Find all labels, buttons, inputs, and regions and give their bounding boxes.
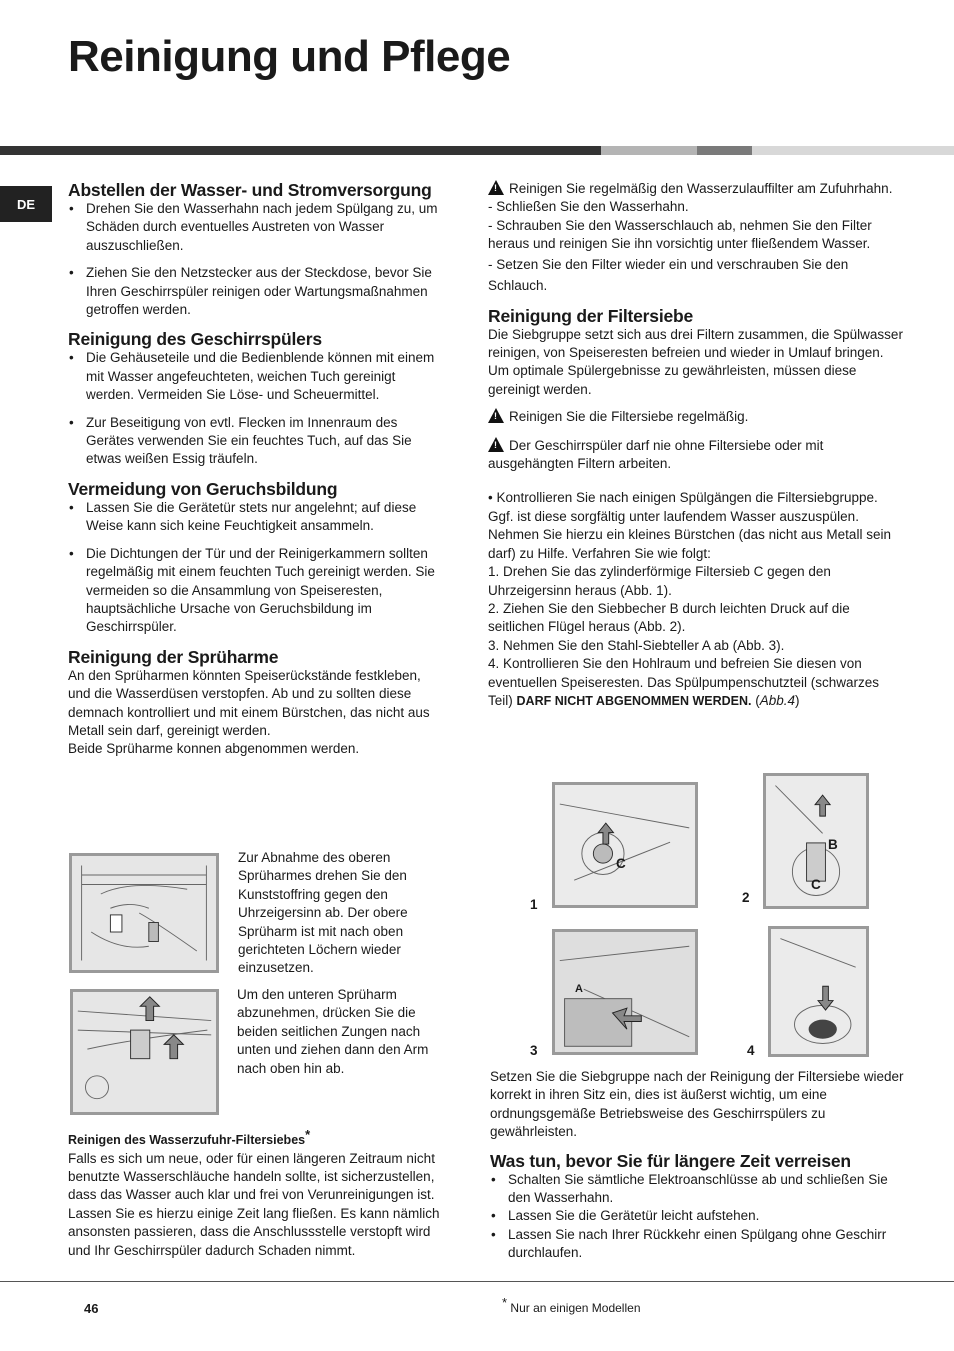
upper-spray-arm-image [69,853,219,973]
section-title-travel: Was tun, bevor Sie für längere Zeit verreisen [490,1150,851,1171]
header-bar-mid [697,146,752,155]
list-item: • Lassen Sie die Gerätetür stets nur angelehnt; auf diese Weise kann sich keine Feuchtigkeit ansammeln. [68,499,446,536]
list-item: • Drehen Sie den Wasserhahn nach jedem Spülgang zu, um Schäden durch eventuelles Austreten von Wasser auszuschließen. [68,200,446,255]
step-line: - Setzen Sie den Filter wieder ein und verschrauben Sie den Schlauch. [488,256,849,293]
section-title-spray-arms: Reinigung der Sprüharme [68,646,279,667]
figure-label-3: 3 [530,1043,538,1058]
header-bar-dark [0,146,601,155]
part-label-c-fig2: C [811,877,821,892]
list-item: • Die Gehäuseteile und die Bedienblende können mit einem mit Wasser angefeuchteten, weichen Tuch gereinigt werden. Vermeiden Sie Löse- und Scheuermittel. [68,349,446,404]
check-step-4: 4. Kontrollieren Sie den Hohlraum und befreien Sie diesen von eventuellen Speiseresten. Das Spülpumpenschutzteil (schwarzes Teil) DARF NICHT ABGENOMMEN WERDEN. (Abb.4) [488,656,879,708]
spray-arms-text-2: Beide Sprüharme konnen abgenommen werden. [68,741,360,757]
section-title-inlet-filter: Reinigen des Wasserzufuhr-Filtersiebes* [68,1127,311,1148]
check-step: 3. Nehmen Sie den Stahl-Siebteller A ab (Abb. 3). [488,637,785,653]
warning-filters-missing: !Der Geschirrspüler darf nie ohne Filtersiebe oder mit ausgehängten Filtern arbeiten. [488,437,906,474]
part-label-a-fig3: A [575,983,583,995]
list-item: • Ziehen Sie den Netzstecker aus der Steckdose, bevor Sie Ihren Geschirrspüler reinigen oder Wartungsmaßnahmen getroffen werden. [68,264,446,319]
check-intro: • Kontrollieren Sie nach einigen Spülgängen die Filtersiebgruppe. Ggf. ist diese sorgfältig unter laufendem Wasser auszuspülen. Nehmen Sie hierzu ein kleines Bürstchen (das nicht aus Metall sein darf) zu Hilfe. Verfahren Sie wie folgt: [488,490,891,561]
left-column [68,180,446,759]
section-title-cleaning: Reinigung des Geschirrspülers [68,329,322,350]
language-tab: DE [0,186,52,222]
footnote: * Nur an einigen Modellen [502,1295,641,1315]
list-cleaning [68,349,446,468]
footer-divider [0,1281,954,1282]
footnote-asterisk: * [502,1295,508,1310]
lower-spray-arm-image [70,989,219,1115]
step-line: - Schrauben Sie den Wasserschlauch ab, nehmen Sie den Filter heraus und reinigen Sie ihn vorsichtig unter fließendem Wasser. [488,217,872,252]
header-bar-pale [752,146,954,155]
list-item: • Die Dichtungen der Tür und der Reinigerkammern sollten regelmäßig mit einem feuchten Tuch gereinigt werden. Sie vermeiden so die Ansammlung von Speiseresten, hauptsächliche Ursache von Geruchsbildung im Geschirrspüler. [68,545,446,637]
inlet-filter-text: Falls es sich um neue, oder für einen längeren Zeitraum nicht benutzte Wasserschläuche handeln sollte, ist sicherzustellen, dass das Wasser auch klar und frei von Verunreinigungen ist. Lassen Sie es hierzu einige Zeit lang fließen. Es kann nämlich ansonsten passieren, dass die Anschlussstelle verstopft wird und Ihr Geschirrspüler dadurch Schaden nimmt. [68,1150,440,1258]
part-label-b-fig2: B [828,837,838,852]
warning-icon [488,437,504,452]
section-title-filters: Reinigung der Filtersiebe [488,305,694,326]
section-title-odour: Vermeidung von Geruchsbildung [68,478,338,499]
right-lower-column [490,1068,908,1263]
figure-label-1: 1 [530,897,538,912]
warning-icon [488,408,504,423]
lower-spray-arm-text: Um den unteren Sprüharm abzunehmen, drücken Sie die beiden seitlichen Zungen nach unten und ziehen dann den Arm nach oben hin ab. [237,987,429,1076]
list-item: • Schalten Sie sämtliche Elektroanschlüsse ab und schließen Sie den Wasserhahn. [490,1171,908,1208]
warning-icon [488,180,504,195]
list-water-power [68,200,446,319]
section-title-water-power: Abstellen der Wasser- und Stromversorgung [68,180,432,200]
list-odour [68,499,446,637]
list-travel [490,1171,908,1263]
footnote-mark: * [305,1127,311,1142]
spray-arms-text: An den Sprüharmen könnten Speiserückstände festkleben, und die Wasserdüsen verstopfen. Ab und zu sollten diese demnach kontrolliert und mit einem Bürstchen, das nicht aus Metall sein darf, gereinigt werden. [68,667,430,738]
filter-figure-1 [552,782,698,908]
reinstall-text: Setzen Sie die Siebgruppe nach der Reinigung der Filtersiebe wieder korrekt in ihren Sitz ein, dies ist äußerst wichtig, um eine ordnungsgemäße Betriebsweise des Geschirrspülers zu gewährleisten. [490,1069,904,1140]
list-item: • Lassen Sie nach Ihrer Rückkehr einen Spülgang ohne Geschirr durchlaufen. [490,1226,908,1263]
list-item: • Lassen Sie die Gerätetür leicht aufstehen. [490,1207,908,1225]
part-label-c-fig1: C [616,856,626,871]
warning-filters-regular: !Reinigen Sie die Filtersiebe regelmäßig. [488,408,906,426]
inlet-filter-section [68,1126,446,1260]
page-title: Reinigung und Pflege [68,32,511,81]
step-line: - Schließen Sie den Wasserhahn. [488,199,689,215]
check-step: 2. Ziehen Sie den Siebbecher B durch leichten Druck auf die seitlichen Flügel heraus (Abb. 2). [488,600,850,635]
header-bar-light [601,146,697,155]
right-column [488,180,906,710]
filter-figure-3 [552,929,698,1055]
figure-label-2: 2 [742,890,750,905]
check-step: 1. Drehen Sie das zylinderförmige Filtersieb C gegen den Uhrzeigersinn heraus (Abb. 1). [488,564,831,598]
upper-spray-arm-text: Zur Abnahme des oberen Sprüharmes drehen Sie den Kunststoffring gegen den Uhrzeigersinn ab. Der obere Sprüharm ist mit nach oben gerichteten Löchern wieder einzusetzen. [238,850,408,976]
list-item: • Zur Beseitigung von evtl. Flecken im Innenraum des Gerätes verwenden Sie ein feuchtes Tuch, auf das Sie etwas weißen Essig träufeln. [68,414,446,469]
warning-inlet: !Reinigen Sie regelmäßig den Wasserzulauffilter am Zufuhrhahn. [488,180,906,198]
filter-figure-4 [768,926,869,1057]
figure-label-4: 4 [747,1043,755,1058]
page-number: 46 [84,1301,99,1316]
filters-text: Die Siebgruppe setzt sich aus drei Filtern zusammen, die Spülwasser reinigen, von Speiseresten befreien und wieder in Umlauf bringen. Um optimale Spülergebnisse zu gewährleisten, müssen diese gereinigt werden. [488,326,903,397]
